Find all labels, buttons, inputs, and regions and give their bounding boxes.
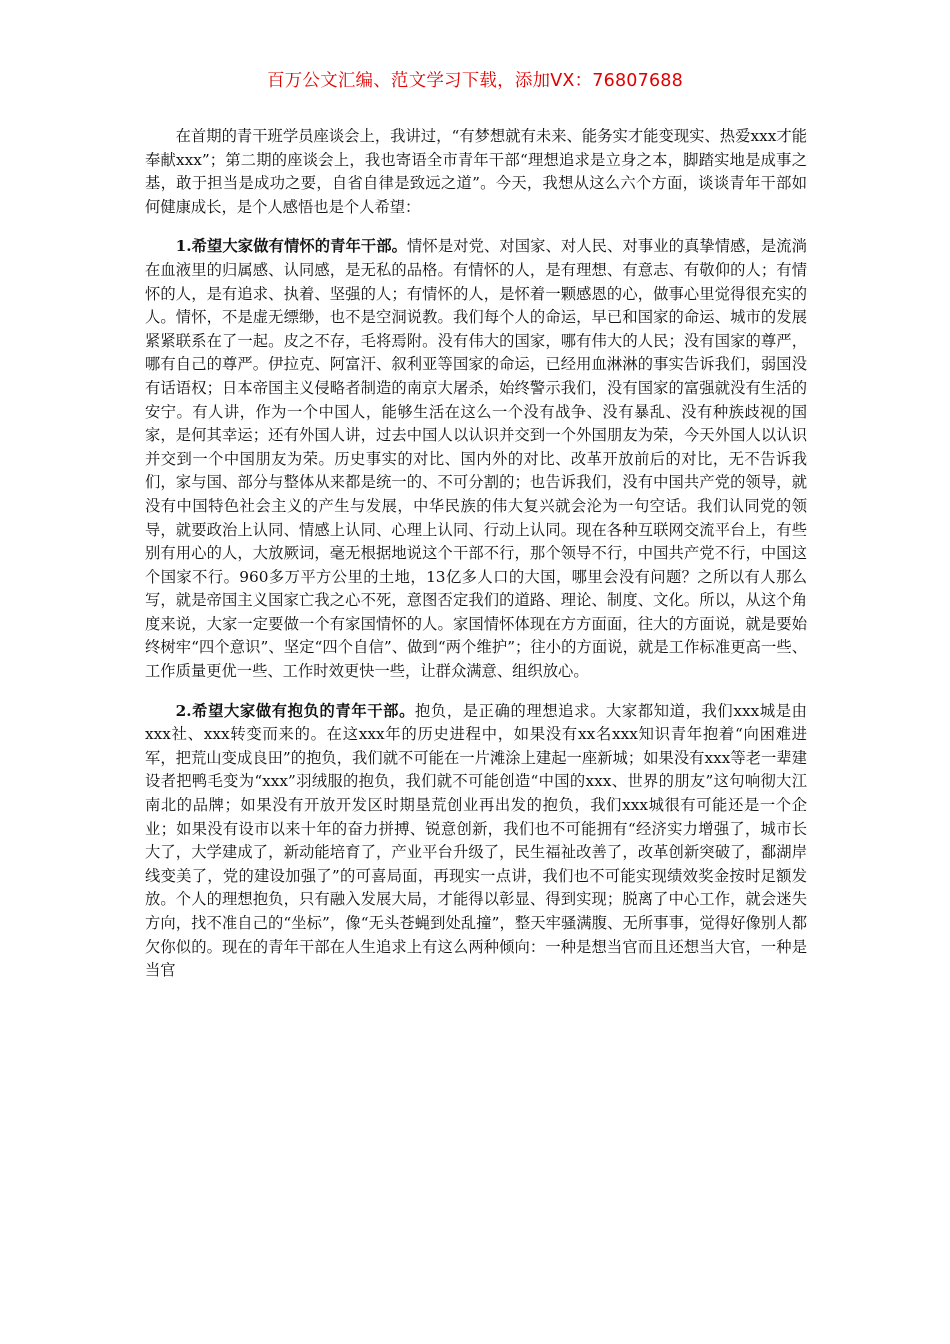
section-1-paragraph [145,235,807,683]
section-heading: 1.希望大家做有情怀的青年干部。 [175,237,408,256]
document-body [145,125,807,999]
section-2-paragraph [145,700,807,983]
paragraph-text: 在首期的青干班学员座谈会上，我讲过，“有梦想就有未来、能务实才能变现实、热爱xxx才能奉献xxx”；第二期的座谈会上，我也寄语全市青年干部“理想追求是立身之本，脚踏实地是成事之基，敢于担当是成功之要，自省自律是致远之道”。今天，我想从这么六个方面，谈谈青年干部如何健康成长，是个人感悟也是个人希望： [145,127,807,216]
intro-paragraph [145,125,807,219]
section-heading: 2.希望大家做有抱负的青年干部。 [175,701,416,720]
paragraph-text: 抱负，是正确的理想追求。大家都知道，我们xxx城是由xxx社、xxx转变而来的。在这xxx年的历史进程中，如果没有xx名xxx知识青年抱着“向困难进军，把荒山变成良田”的抱负，我们就不可能在一片滩涂上建起一座新城；如果没有xxx等老一辈建设者把鸭毛变为“xxx”羽绒服的抱负，我们就不可能创造“中国的xxx、世界的朋友”这句响彻大江南北的品牌；如果没有开放开发区时期垦荒创业再出发的抱负，我们xxx城很有可能还是一个企业；如果没有设市以来十年的奋力拼搏、锐意创新，我们也不可能拥有“经济实力增强了，城市长大了，大学建成了，新动能培育了，产业平台升级了，民生福祉改善了，改革创新突破了，鄱湖岸线变美了，党的建设加强了”的可喜局面，再现实一点讲，我们也不可能实现绩效奖金按时足额发放。个人的理想抱负，只有融入发展大局，才能得以彰显、得到实现；脱离了中心工作，就会迷失方向，找不准自己的“坐标”，像“无头苍蝇到处乱撞”，整天牢骚满腹、无所事事，觉得好像别人都欠你似的。现在的青年干部在人生追求上有这么两种倾向：一种是想当官而且还想当大官，一种是当官 [145,701,807,980]
promo-header: 百万公文汇编、范文学习下载，添加VX：76807688 [267,71,683,91]
paragraph-text: 情怀是对党、对国家、对人民、对事业的真挚情感，是流淌在血液里的归属感、认同感，是无私的品格。有情怀的人，是有理想、有意志、有敬仰的人；有情怀的人，是有追求、执着、坚强的人；有情怀的人，是怀着一颗感恩的心，做事心里觉得很充实的人。情怀，不是虚无缥缈，也不是空洞说教。我们每个人的命运，早已和国家的命运、城市的发展紧紧联系在了一起。皮之不存，毛将焉附。没有伟大的国家，哪有伟大的人民；没有国家的尊严，哪有自己的尊严。伊拉克、阿富汗、叙利亚等国家的命运，已经用血淋淋的事实告诉我们，弱国没有话语权；日本帝国主义侵略者制造的南京大屠杀，始终警示我们，没有国家的富强就没有生活的安宁。有人讲，作为一个中国人，能够生活在这么一个没有战争、没有暴乱、没有种族歧视的国家，是何其幸运；还有外国人讲，过去中国人以认识并交到一个外国朋友为荣，今天外国人以认识并交到一个中国朋友为荣。历史事实的对比、国内外的对比、改革开放前后的对比，无不告诉我们，家与国、部分与整体从来都是统一的、不可分割的；也告诉我们，没有中国共产党的领导，就没有中国特色社会主义的产生与发展，中华民族的伟大复兴就会沦为一句空话。我们认同党的领导，就要政治上认同、情感上认同、心理上认同、行动上认同。现在各种互联网交流平台上，有些别有用心的人，大放厥词，毫无根据地说这个干部不行，那个领导不行，中国共产党不行，中国这个国家不行。960多万平方公里的土地，13亿多人口的大国，哪里会没有问题？之所以有人那么写，就是帝国主义国家亡我之心不死，意图否定我们的道路、理论、制度、文化。所以，从这个角度来说，大家一定要做一个有家国情怀的人。家国情怀体现在方方面面，往大的方面说，就是要始终树牢“四个意识”、坚定“四个自信”、做到“两个维护”；往小的方面说，就是工作标准更高一些、工作质量更优一些、工作时效更快一些，让群众满意、组织放心。 [145,237,807,681]
